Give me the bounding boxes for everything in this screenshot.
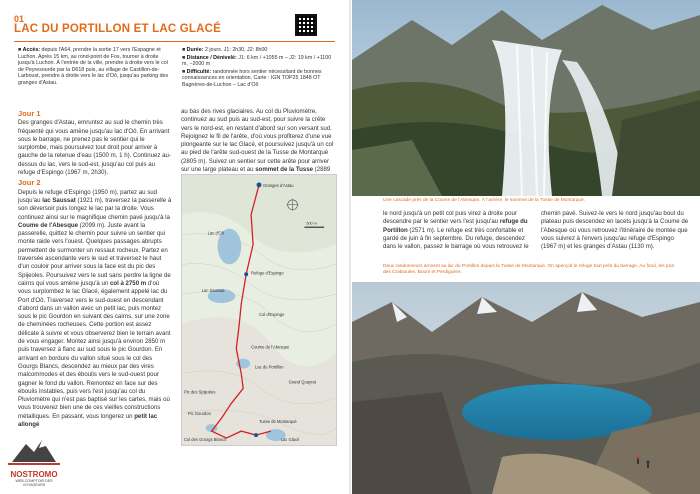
right-column-1: le nord jusqu'à un petit col puis virez à droite pour descendre par le sentier vers l'est jusqu'au refuge du Portillon (2571 m). Le refuge est très confortable et gardé de juin à fin septembre. Du refuge, descendez dans le vallon, passez le barrage où vous retrouvez le xyxy=(383,210,529,251)
svg-text:Col des Gourgs Blancs: Col des Gourgs Blancs xyxy=(183,437,227,443)
logo-name: NOSTROMO xyxy=(10,470,58,479)
svg-text:Lac Saussat: Lac Saussat xyxy=(201,288,225,294)
svg-text:Col d'Espingo: Col d'Espingo xyxy=(259,311,285,317)
svg-text:500 m: 500 m xyxy=(306,221,317,226)
svg-text:Pic Gourdon: Pic Gourdon xyxy=(187,411,211,417)
book-gutter xyxy=(349,0,351,494)
svg-text:Pic des Spijeoles: Pic des Spijeoles xyxy=(183,389,216,395)
svg-text:Refuge d'Espingo: Refuge d'Espingo xyxy=(251,270,284,276)
svg-text:Coume de l'Abesque: Coume de l'Abesque xyxy=(251,344,290,350)
photo1-caption: Une cascade près de la Coume de l'Abesque. À l'arrière, le sommet de la Tusse de Montarqué. xyxy=(383,198,586,203)
duration-label: Durée: xyxy=(186,47,204,53)
day1-heading: Jour 1 xyxy=(18,109,41,118)
day2-heading: Jour 2 xyxy=(18,178,41,188)
day2-continued: au bas des rives glaciaires. Au col du Pluviomètre, continuez au sud puis au sud-est, pour suivre la crête vers le nord-est, en restant d'abord sur son versant sud. Rejoignez le fil de l'arête, d'où vous profiterez d'une vue plongeante sur le lac Glacé, et poursuivez jusqu'à un col au pied de l'arête sud-ouest de la Tusse de Montarqué (2805 m). Suivez un sentier sur cette arête pour arriver sur une large plateau et au sommet de la Tusse (2889 xyxy=(181,108,334,174)
distance-text: J1: 6 km / +1055 m – J2: 19 km / +1100 m, −2000 m xyxy=(182,54,332,68)
nostromo-logo xyxy=(6,430,62,470)
route-map[interactable] xyxy=(181,174,337,446)
difficulty-label: Difficulté: xyxy=(186,68,212,75)
page-title: LAC DU PORTILLON ET LAC GLACÉ xyxy=(14,23,222,35)
access-text: depuis l'A64, prendre la sortie 17 vers l'Espagne et Luchon. Après 15 km, au rond-point de Fos, tourner à droite jusqu'à Luchon. À l'entrée de la ville, prendre à droite vers le col de Peyresourde par la D618 puis, au village de Castillon-de-Larboust, prendre à droite vers le lac d'Oô, jusqu'au parking des granges d'Astau. xyxy=(18,47,169,86)
photo2-caption: Deux randonneurs arrivent au lac du Portillon depuis la Tusse de Montarqué. On aperçoit le refuge tout près du barrage. Au fond, les pics des Crabioules, Boum et Perdiguère. xyxy=(383,264,675,275)
day1-text: Des granges d'Astau, emruntez au sud le chemin très fréquenté qui vous amène jusqu'au lac d'Oô. En arrivant sous le barrage, ne prenez pas le sentier qui le surplombe, mais poursuivez tout droit pour arriver à gauche de la retenue d'eau (1500 m, 1 h). Continuez au-dessus du lac, vers le sud-est, jusqu'au col puis au refuge d'Espingo (1967 m, 2h30). xyxy=(18,119,171,177)
logo-tagline: WEB-COMPTOIR DES VOYAGEURS xyxy=(15,479,53,487)
duration-text: 2 jours. J1: 2h30, J2: 8h00 xyxy=(204,47,268,53)
difficulty-text: randonnée hors sentier nécessitant de bonnes connaissances en orientation. Carte : IGN TOP25 1848 OT Bagnères-de-Luchon – Lac d'Oô xyxy=(182,68,322,88)
distance-label: Distance / Dénivelé: xyxy=(186,54,237,61)
svg-text:Grand Quayrat: Grand Quayrat xyxy=(288,379,316,385)
svg-text:Lac d'Oô: Lac d'Oô xyxy=(207,230,225,236)
lake-photo xyxy=(352,282,700,494)
waterfall-photo xyxy=(352,0,700,196)
svg-text:Granges d'Astau: Granges d'Astau xyxy=(262,182,294,188)
left-column xyxy=(18,108,173,431)
svg-text:Tusse de Montarqué: Tusse de Montarqué xyxy=(259,419,297,425)
title-rule xyxy=(14,41,335,42)
qr-code-icon[interactable] xyxy=(295,14,317,36)
svg-text:Lac du Portillon: Lac du Portillon xyxy=(255,364,284,370)
access-label: Accès: xyxy=(22,47,41,53)
right-column-2: chemin pavé. Suivez-le vers le nord jusqu'au bout du plateau puis descendez en lacets jusqu'à la Coume de l'Abesque où vous retrouvez l'itinéraire de montée que vous suivrez à l'envers jusqu'au refuge d'Espingo (1967 m) et les granges d'Astau (1130 m). xyxy=(541,210,689,251)
access-info: ■ Accès: depuis l'A64, prendre la sortie 17 vers l'Espagne et Luchon. Après 15 km, au rond-point de Fos, tourner à droite jusqu'à Luchon. À l'entrée de la ville, prendre à droite vers le col de Peyresourde par la D618 puis, au village de Castillon-de-Larboust, prendre à droite vers le lac d'Oô, jusqu'au parking des granges d'Astau. xyxy=(18,47,169,86)
day2-text: Depuis le refuge d'Espingo (1950 m), partez au sud jusqu'au lac Saussat (1921 m), traversez la passerelle à son déversoir puis longez le lac par la droite. Vous continuez ainsi sur le magnifique chemin pavé jusqu'à la Coume de l'Abesque (2099 m). Juste avant la passerelle, quittez le chemin pour suivre un sentier qui monte raide vers l'ouest. Quelques passages abrupts permettent de surmonter un ressaut rocheux. Partez en traversée ascendante vers le sud et traversez le haut d'un couloir pour arriver sous la face est du pic des Spijeoles. Poursuivez vers le sud sans perdre la ligne de cairns qui vous amène jusqu'à un col à 2750 m d'où vous surplombez le lac Glacé, également appelé lac du Port d'Oô. Traversez vers le sud-ouest en descendant d'abord dans un vallon avec un petit lac, puis montez sous le pic Gourdon en suivant des cairns, sur une zone de cheminées rocheuses. Cette portion est assez délicate à suivre et vous observerez bien le terrain avant de vous engager. Montez ainsi jusqu'à environ 2850 m puis traversez à flanc au sud sous le pic Gourdon. En arrivant en bordure du vallon situé sous le col des Gourgs Blancs, descendez au mieux par des vires malcommodes et des éboulis vers le sud-ouest pour gagner le fond du vallon. Remontez en face sur des éboulis instables, puis vers l'est jusqu'au col du Pluviomètre qui n'est pas baptisé sur les cartes, mais où vous trouverez bien une de ces vieilles constructions métalliques. En passant, vous longerez un petit lac allongé xyxy=(18,188,172,428)
svg-text:Lac Glacé: Lac Glacé xyxy=(280,437,300,443)
trip-info: ■ Durée: 2 jours. J1: 2h30, J2: 8h00 ■ Distance / Dénivelé: J1: 6 km / +1055 m – J2: 19 km / +1100 m, −2000 m ■ Difficulté: randonnée hors sentier nécessitant de bonnes connaissances en orientation. Carte : IGN TOP25 1848 OT Bagnères-de-Luchon – Lac d'Oô xyxy=(182,47,332,88)
route-number: 01 xyxy=(14,14,25,24)
